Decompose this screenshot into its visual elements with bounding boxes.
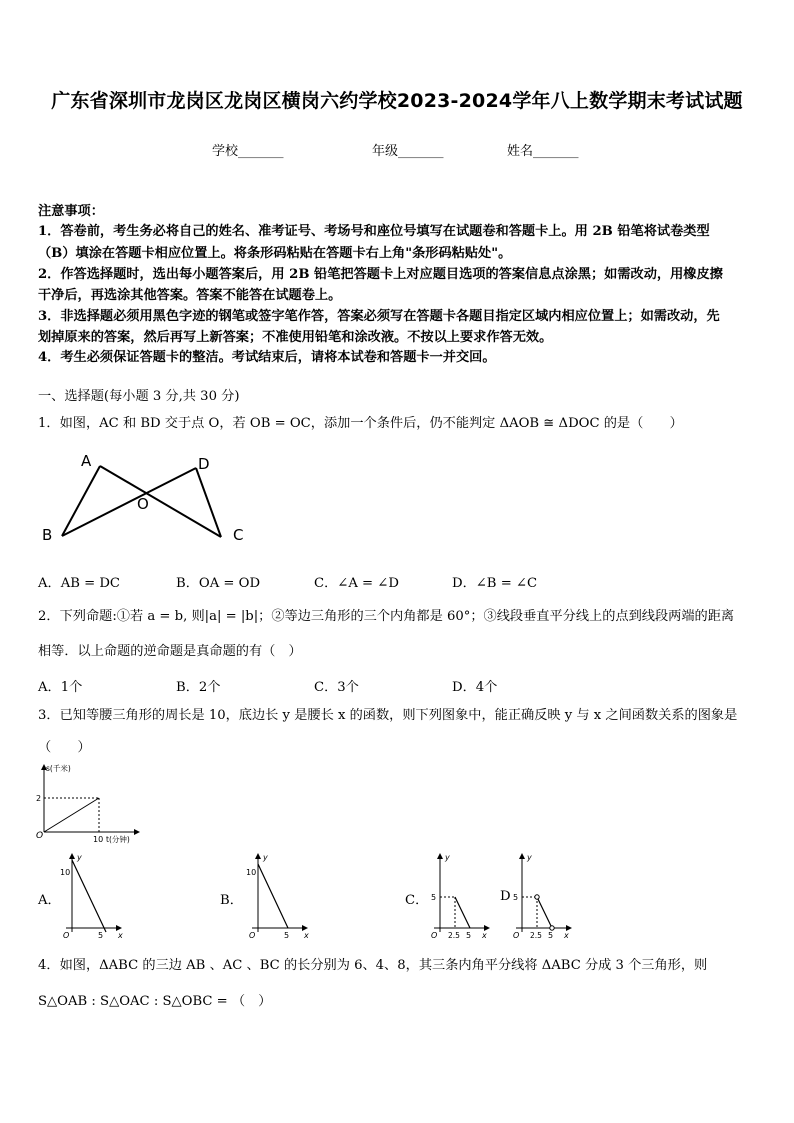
y-axis-label: y xyxy=(445,853,450,862)
y-axis-label: s(千米) xyxy=(46,764,71,773)
point-label-a: A xyxy=(81,452,92,470)
x-tick: 5 xyxy=(284,931,290,940)
exam-title: 广东省深圳市龙岗区龙岗区横岗六约学校2023-2024学年八上数学期末考试试题 xyxy=(51,90,743,112)
q3-option-d-graph[interactable] xyxy=(508,850,578,940)
graph-line xyxy=(258,864,288,928)
y-tick: 10 xyxy=(246,868,257,877)
point-label-c: C xyxy=(233,526,244,544)
notice-line: 1．答卷前，考生务必将自己的姓名、准考证号、考场号和座位号填写在试题卷和答题卡上。用 2B 铅笔将试卷类型 xyxy=(38,224,710,239)
q1-option-c[interactable]: C．∠A = ∠D xyxy=(314,576,399,591)
q1-figure xyxy=(38,450,258,550)
x-tick: 5 xyxy=(98,931,104,940)
origin-label: O xyxy=(431,931,438,940)
y-axis-label: y xyxy=(527,853,532,862)
graph-line xyxy=(455,897,470,928)
notice-line: 4．考生必须保证答题卡的整洁。考试结束后，请将本试卷和答题卡一并交回。 xyxy=(38,350,496,365)
y-tick: 10 xyxy=(60,868,71,877)
q3-option-d-letter[interactable]: D xyxy=(500,889,511,904)
question-3-line2: （ ） xyxy=(38,740,91,755)
q3-option-b-letter[interactable]: B． xyxy=(220,893,243,908)
q3-option-a-letter[interactable]: A． xyxy=(38,893,61,908)
segment-dc xyxy=(196,468,221,537)
q3-reference-graph xyxy=(34,760,144,850)
x-tick-2-5: 2.5 xyxy=(448,931,460,940)
q2-option-d[interactable]: D．4个 xyxy=(452,680,498,695)
x-tick-10: 10 xyxy=(93,835,104,844)
y-tick: 5 xyxy=(513,893,519,902)
q3-option-a-graph[interactable] xyxy=(58,850,128,940)
graph-line xyxy=(72,860,106,932)
q2-option-a[interactable]: A．1个 xyxy=(38,680,83,695)
origin-label: O xyxy=(513,931,520,940)
origin-label: O xyxy=(249,931,256,940)
y-axis-arrow-icon xyxy=(69,853,75,859)
y-axis-arrow-icon xyxy=(437,853,443,859)
x-axis-label: t(分钟) xyxy=(106,835,130,844)
x-axis-label: x xyxy=(118,931,123,940)
x-axis-label: x xyxy=(304,931,309,940)
notice-line: 干净后，再选涂其他答案。答案不能答在试题卷上。 xyxy=(38,288,342,303)
open-point-icon xyxy=(550,926,554,930)
question-2-line2: 相等．以上命题的逆命题是真命题的有（ ） xyxy=(38,644,302,659)
notice-line: （B）填涂在答题卡相应位置上。将条形码粘贴在答题卡右上角"条形码粘贴处"。 xyxy=(38,246,512,261)
segment-ac xyxy=(100,466,221,537)
grade-field[interactable]: 年级_______ xyxy=(372,144,444,159)
question-2-line1: 2．下列命题:①若 a = b, 则|a| = |b|；②等边三角形的三个内角都是 60°；③线段垂直平分线上的点到线段两端的距离 xyxy=(38,609,735,624)
point-label-o: O xyxy=(137,495,149,513)
y-axis-label: y xyxy=(263,853,268,862)
y-tick-2: 2 xyxy=(36,794,42,803)
origin-label: O xyxy=(36,831,44,841)
segment-bd xyxy=(62,468,196,536)
point-label-d: D xyxy=(198,455,210,473)
x-axis-label: x xyxy=(564,931,569,940)
graph-line xyxy=(537,897,552,928)
x-tick-5: 5 xyxy=(466,931,472,940)
open-point-icon xyxy=(535,895,539,899)
graph-line xyxy=(44,798,99,832)
question-4-line2: S△OAB : S△OAC : S△OBC = （ ） xyxy=(38,994,272,1009)
notice-line: 2．作答选择题时，选出每小题答案后，用 2B 铅笔把答题卡上对应题目选项的答案信息点涂黑；如需改动，用橡皮擦 xyxy=(38,267,723,282)
x-axis-arrow-icon xyxy=(134,829,140,835)
q2-option-c[interactable]: C．3个 xyxy=(314,680,359,695)
point-label-b: B xyxy=(42,526,53,544)
q1-option-d[interactable]: D．∠B = ∠C xyxy=(452,576,538,591)
question-1-stem: 1．如图，AC 和 BD 交于点 O，若 OB = OC，添加一个条件后，仍不能判定 ΔAOB ≅ ΔDOC 的是（ ） xyxy=(38,416,683,431)
origin-label: O xyxy=(63,931,70,940)
y-axis-arrow-icon xyxy=(519,853,525,859)
q3-option-b-graph[interactable] xyxy=(244,850,314,940)
q3-option-c-graph[interactable] xyxy=(426,850,496,940)
question-4-line1: 4．如图，ΔABC 的三边 AB 、AC 、BC 的长分别为 6、4、8，其三条内角平分线将 ΔABC 分成 3 个三角形，则 xyxy=(38,958,708,973)
y-axis-label: y xyxy=(77,853,82,862)
x-axis-label: x xyxy=(482,931,487,940)
x-tick-5: 5 xyxy=(548,931,554,940)
section-heading: 一、选择题(每小题 3 分,共 30 分) xyxy=(38,389,240,404)
notice-line: 3．非选择题必须用黑色字迹的钢笔或签字笔作答，答案必须写在答题卡各题目指定区域内相应位置上；如需改动，先 xyxy=(38,309,720,324)
q3-option-c-letter[interactable]: C． xyxy=(405,893,429,908)
x-tick-2-5: 2.5 xyxy=(530,931,542,940)
school-field[interactable]: 学校_______ xyxy=(212,144,284,159)
q1-option-a[interactable]: A．AB = DC xyxy=(38,576,121,591)
question-3-line1: 3．已知等腰三角形的周长是 10，底边长 y 是腰长 x 的函数，则下列图象中，能正确反映 y 与 x 之间函数关系的图象是 xyxy=(38,708,738,723)
y-tick: 5 xyxy=(431,893,437,902)
notice-heading: 注意事项： xyxy=(38,204,104,219)
y-axis-arrow-icon xyxy=(255,853,261,859)
q2-option-b[interactable]: B．2个 xyxy=(176,680,221,695)
notice-line: 划掉原来的答案，然后再写上新答案；不准使用铅笔和涂改液。不按以上要求作答无效。 xyxy=(38,330,553,345)
q1-option-b[interactable]: B．OA = OD xyxy=(176,576,261,591)
name-field[interactable]: 姓名_______ xyxy=(507,144,579,159)
